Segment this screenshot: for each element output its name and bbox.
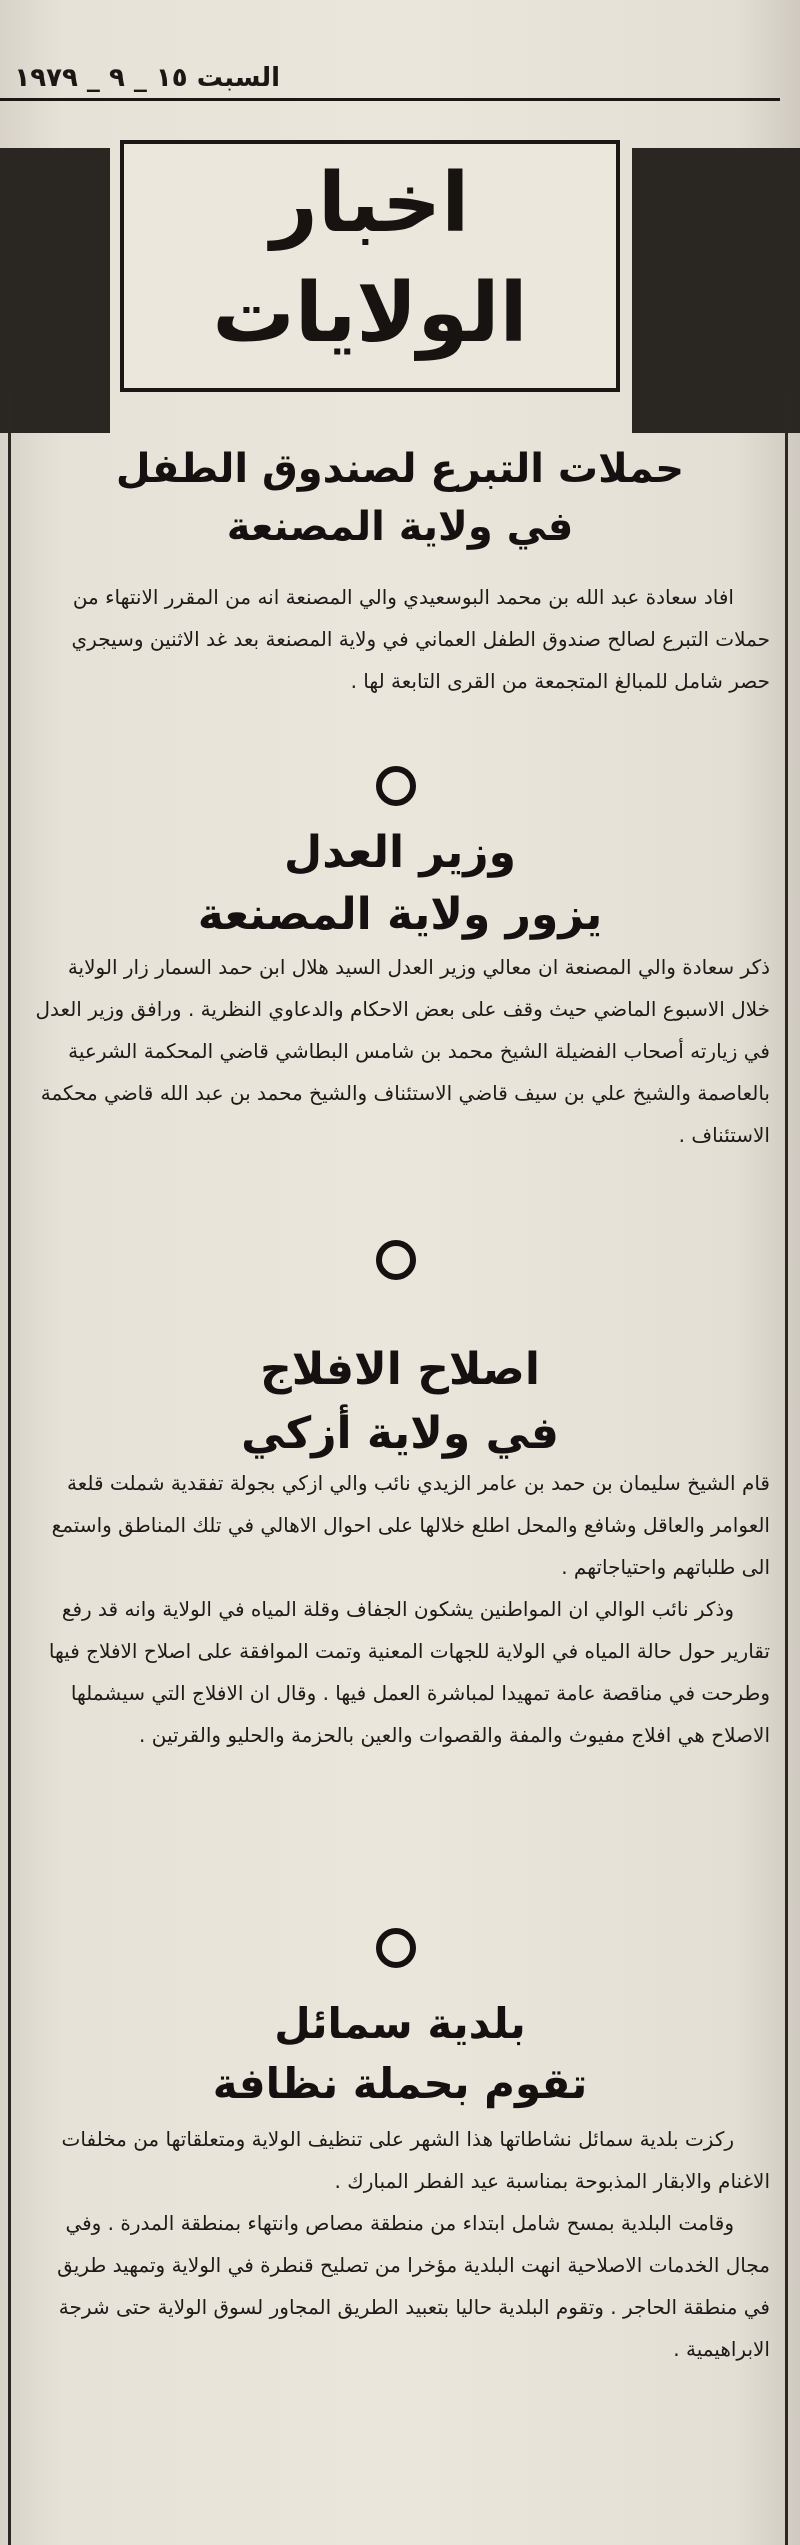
column-rule-left [8, 392, 11, 2545]
story-body [28, 1462, 770, 1756]
circle-divider [376, 1240, 416, 1280]
headline-line: وزير العدل [284, 827, 516, 878]
story-paragraph: وقامت البلدية بمسح شامل ابتداء من منطقة مصاص وانتهاء بمنطقة المدرة . وفي مجال الخدمات الاصلاحية انهت البلدية مؤخرا من تصليح قنطرة في الولاية وتمهيد طريق في منطقة الحاجر . وتقوم البلدية حاليا بتعبيد الطريق المجاور لسوق الولاية حتى شرجة الابراهيمية . [57, 2211, 770, 2361]
masthead-side-bar-left [0, 148, 110, 433]
story-paragraph: قام الشيخ سليمان بن حمد بن عامر الزيدي نائب والي ازكي بجولة تفقدية شملت قلعة العوامر والعاقل وشافع والمحل اطلع خلالها على احوال الاهالي في تلك المناطق واستمع الى طلباتهم واحتياجاتهم . [51, 1471, 770, 1579]
masthead-line-2: الولايات [212, 266, 528, 361]
story-paragraph: وذكر نائب الوالي ان المواطنين يشكون الجفاف وقلة المياه في الولاية وانه قد رفع تقارير حول حالة المياه في الولاية للجهات المعنية وتمت الموافقة على اصلاح الافلاج فيها وطرحت في مناقصة عامة تمهيدا لمباشرة العمل فيها . وقال ان الافلاج التي سيشملها الاصلاح هي افلاج مفيوث والمفة والقصوات والعين بالحزمة والحليو والقرتين . [48, 1597, 770, 1747]
top-rule [0, 98, 780, 101]
story-headline [30, 1994, 770, 2114]
masthead-side-bar-right [632, 148, 800, 433]
story-headline [30, 1338, 770, 1466]
issue-dateline: السبت ١٥ _ ٩ _ ١٩٧٩ [14, 63, 280, 93]
column-rule-right [785, 392, 788, 2545]
story-headline [30, 440, 770, 556]
story-body [28, 576, 770, 702]
headline-line: يزور ولاية المصنعة [197, 889, 603, 940]
story-paragraph: ركزت بلدية سمائل نشاطاتها هذا الشهر على تنظيف الولاية ومتعلقاتها من مخلفات الاغنام والابقار المذبوحة بمناسبة عيد الفطر المبارك . [61, 2127, 770, 2193]
headline-line: في ولاية المصنعة [226, 504, 574, 550]
masthead-line-1: اخبار [270, 156, 470, 251]
story-paragraph: ذكر سعادة والي المصنعة ان معالي وزير العدل السيد هلال ابن حمد السمار زار الولاية خلال الاسبوع الماضي حيث وقف على بعض الاحكام والدعاوي النظرية . ورافق وزير العدل في زيارته أصحاب الفضيلة الشيخ محمد بن شامس البطاشي قاضي المحكمة الشرعية بالعاصمة والشيخ علي بن سيف قاضي الاستئناف والشيخ محمد بن عبد الله قاضي محكمة الاستئناف . [35, 955, 770, 1147]
story-paragraph: افاد سعادة عبد الله بن محمد البوسعيدي والي المصنعة انه من المقرر الانتهاء من حملات التبرع لصالح صندوق الطفل العماني في ولاية المصنعة بعد غد الاثنين وسيجري حصر شامل للمبالغ المتجمعة من القرى التابعة لها . [71, 585, 770, 693]
section-masthead [120, 140, 620, 392]
headline-line: في ولاية أزكي [241, 1408, 559, 1459]
headline-line: حملات التبرع لصندوق الطفل [115, 446, 685, 492]
story-body [28, 2118, 770, 2370]
headline-line: اصلاح الافلاج [260, 1344, 540, 1395]
headline-line: تقوم بحملة نظافة [212, 2059, 588, 2108]
circle-divider [376, 1928, 416, 1968]
story-headline [30, 822, 770, 946]
circle-divider [376, 766, 416, 806]
story-body [28, 946, 770, 1156]
headline-line: بلدية سمائل [274, 1999, 526, 2048]
